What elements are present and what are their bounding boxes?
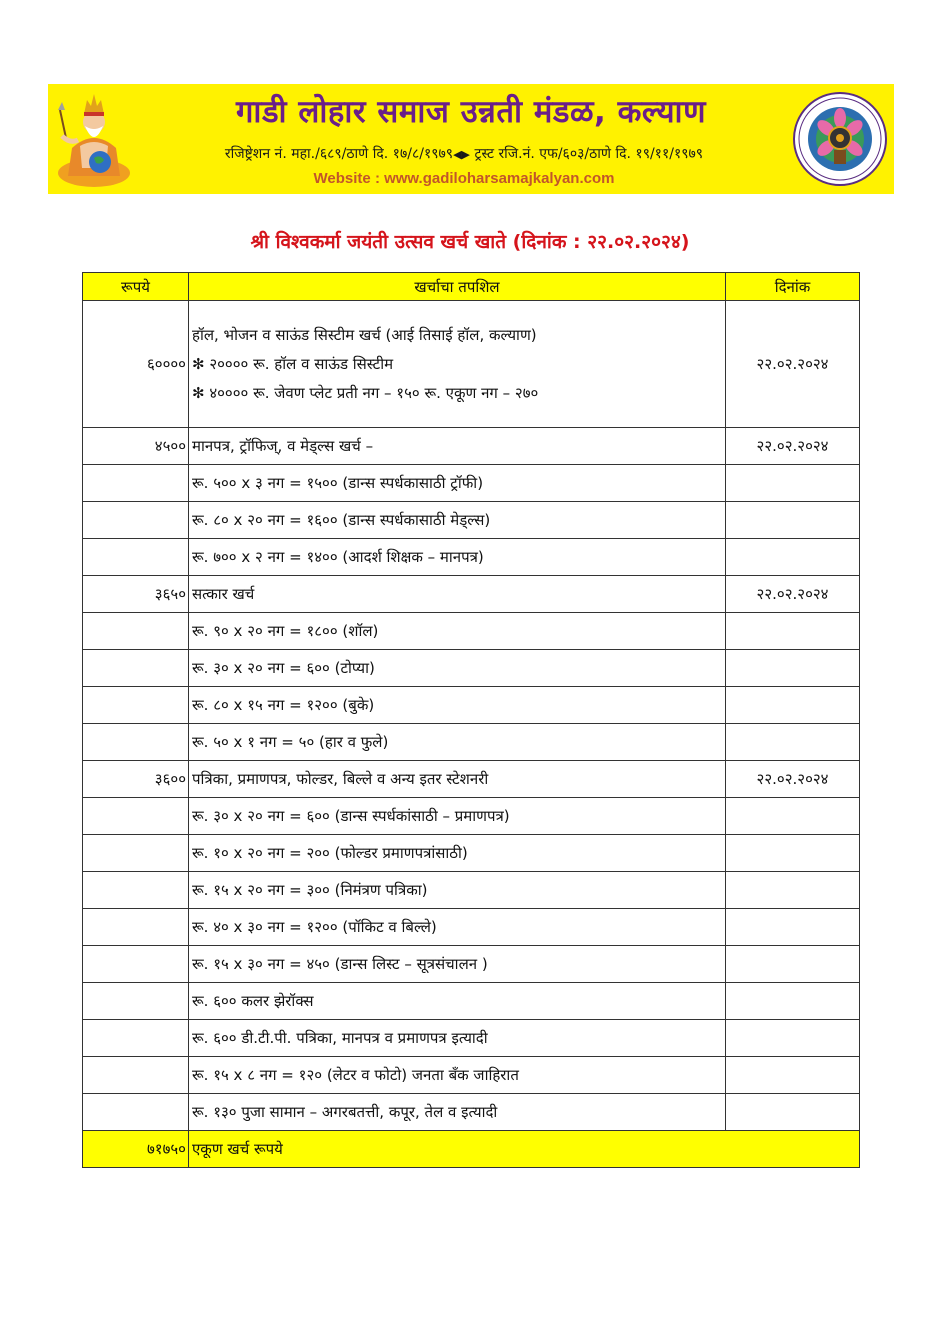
row-detail-line: हॉल, भोजन व साऊंड सिस्टीम खर्च (आई तिसाई हॉल, कल्याण)	[192, 325, 537, 344]
row-detail-line: ✻ ४०००० रू. जेवण प्लेट प्रती नग – १५० रू. एकूण नग – २७०	[192, 383, 539, 402]
row-detail: रू. ३० x २० नग = ६०० (डान्स स्पर्धकांसाठी – प्रमाणपत्र)	[189, 798, 726, 835]
table-row	[83, 724, 860, 761]
row-detail: रू. १५ x ३० नग = ४५० (डान्स लिस्ट – सूत्रसंचालन )	[189, 946, 726, 983]
table-row	[83, 761, 860, 798]
row-detail: रू. ५०० x ३ नग = १५०० (डान्स स्पर्धकासाठी ट्रॉफी)	[189, 465, 726, 502]
registration-line	[134, 144, 794, 163]
row-detail: रू. ८० x २० नग = १६०० (डान्स स्पर्धकासाठी मेड्ल्स)	[189, 502, 726, 539]
row-amount: ३६००	[83, 761, 189, 798]
table-row	[83, 465, 860, 502]
total-amount: ७१७५०	[83, 1131, 189, 1168]
website-link[interactable]: Website : www.gadiloharsamajkalyan.com	[313, 170, 615, 187]
row-date	[726, 724, 860, 761]
table-row	[83, 539, 860, 576]
table-row	[83, 613, 860, 650]
row-details	[189, 301, 726, 428]
expense-table	[82, 272, 860, 1168]
row-detail-line: ✻ २०००० रू. हॉल व साऊंड सिस्टीम	[192, 354, 394, 373]
row-amount	[83, 539, 189, 576]
row-date	[726, 465, 860, 502]
row-date	[726, 1020, 860, 1057]
row-date	[726, 1094, 860, 1131]
table-row	[83, 946, 860, 983]
header-details: खर्चाचा तपशिल	[189, 273, 726, 301]
row-amount: ६००००	[83, 301, 189, 428]
table-row	[83, 576, 860, 613]
row-date	[726, 946, 860, 983]
row-date: २२.०२.२०२४	[726, 576, 860, 613]
row-detail: रू. १३० पुजा सामान – अगरबतत्ती, कपूर, तेल व इत्यादी	[189, 1094, 726, 1131]
row-date	[726, 539, 860, 576]
total-row	[83, 1131, 860, 1168]
organization-name: गाडी लोहार समाज उन्नती मंडळ, कल्याण	[235, 94, 706, 130]
row-amount	[83, 650, 189, 687]
arrows-separator-icon: ◀▶	[453, 148, 470, 161]
table-header-row	[83, 273, 860, 301]
row-detail: सत्कार खर्च	[189, 576, 726, 613]
row-detail: रू. ८० x १५ नग = १२०० (बुके)	[189, 687, 726, 724]
row-date: २२.०२.२०२४	[726, 761, 860, 798]
document-title: श्री विश्वकर्मा जयंती उत्सव खर्च खाते (दिनांक : २२.०२.२०२४)	[250, 231, 690, 253]
row-amount	[83, 1020, 189, 1057]
trust-registration: ट्रस्ट रजि.नं. एफ/६०३/ठाणे दि. १९/११/१९७९	[474, 146, 704, 162]
table-row	[83, 872, 860, 909]
table-row	[83, 301, 860, 428]
row-detail: रू. १० x २० नग = २०० (फोल्डर प्रमाणपत्रांसाठी)	[189, 835, 726, 872]
row-amount	[83, 872, 189, 909]
row-detail: रू. १५ x ८ नग = १२० (लेटर व फोटो) जनता बँक जाहिरात	[189, 1057, 726, 1094]
table-row	[83, 835, 860, 872]
row-amount	[83, 465, 189, 502]
row-date	[726, 872, 860, 909]
table-row	[83, 909, 860, 946]
table-row	[83, 650, 860, 687]
letterhead-banner	[48, 84, 894, 194]
row-amount	[83, 909, 189, 946]
row-date: २२.०२.२०२४	[726, 428, 860, 465]
row-detail: पत्रिका, प्रमाणपत्र, फोल्डर, बिल्ले व अन्य इतर स्टेशनरी	[189, 761, 726, 798]
row-amount	[83, 724, 189, 761]
row-date	[726, 983, 860, 1020]
table-row	[83, 983, 860, 1020]
row-date	[726, 835, 860, 872]
row-detail: रू. ९० x २० नग = १८०० (शॉल)	[189, 613, 726, 650]
row-date	[726, 650, 860, 687]
row-amount	[83, 798, 189, 835]
row-date	[726, 613, 860, 650]
row-amount	[83, 1094, 189, 1131]
table-row	[83, 1094, 860, 1131]
vishwakarma-deity-icon	[54, 88, 134, 190]
table-row	[83, 798, 860, 835]
table-row	[83, 687, 860, 724]
society-registration: रजिष्ट्रेशन नं. महा./६८९/ठाणे दि. १७/८/१९७९	[224, 146, 454, 162]
row-amount	[83, 687, 189, 724]
row-detail: मानपत्र, ट्रॉफिज्, व मेड्ल्स खर्च –	[189, 428, 726, 465]
row-date	[726, 502, 860, 539]
row-amount: ४५००	[83, 428, 189, 465]
row-date	[726, 798, 860, 835]
row-amount	[83, 502, 189, 539]
row-detail: रू. १५ x २० नग = ३०० (निमंत्रण पत्रिका)	[189, 872, 726, 909]
header-date: दिनांक	[726, 273, 860, 301]
row-amount	[83, 835, 189, 872]
row-date	[726, 909, 860, 946]
table-row	[83, 1057, 860, 1094]
row-detail: रू. ४० x ३० नग = १२०० (पॉकिट व बिल्ले)	[189, 909, 726, 946]
total-label: एकूण खर्च रूपये	[189, 1131, 860, 1168]
table-row	[83, 1020, 860, 1057]
row-amount	[83, 613, 189, 650]
row-detail: रू. ७०० x २ नग = १४०० (आदर्श शिक्षक – मानपत्र)	[189, 539, 726, 576]
row-amount	[83, 1057, 189, 1094]
row-date: २२.०२.२०२४	[726, 301, 860, 428]
row-detail: रू. ५० x १ नग = ५० (हार व फुले)	[189, 724, 726, 761]
row-detail: रू. ६०० डी.टी.पी. पत्रिका, मानपत्र व प्रमाणपत्र इत्यादी	[189, 1020, 726, 1057]
row-detail: रू. ६०० कलर झेरॉक्स	[189, 983, 726, 1020]
table-row	[83, 502, 860, 539]
row-date	[726, 687, 860, 724]
row-date	[726, 1057, 860, 1094]
row-amount	[83, 983, 189, 1020]
row-amount	[83, 946, 189, 983]
header-amount: रूपये	[83, 273, 189, 301]
row-amount: ३६५०	[83, 576, 189, 613]
table-row	[83, 428, 860, 465]
mandal-seal-icon	[790, 88, 890, 190]
row-detail: रू. ३० x २० नग = ६०० (टोप्या)	[189, 650, 726, 687]
